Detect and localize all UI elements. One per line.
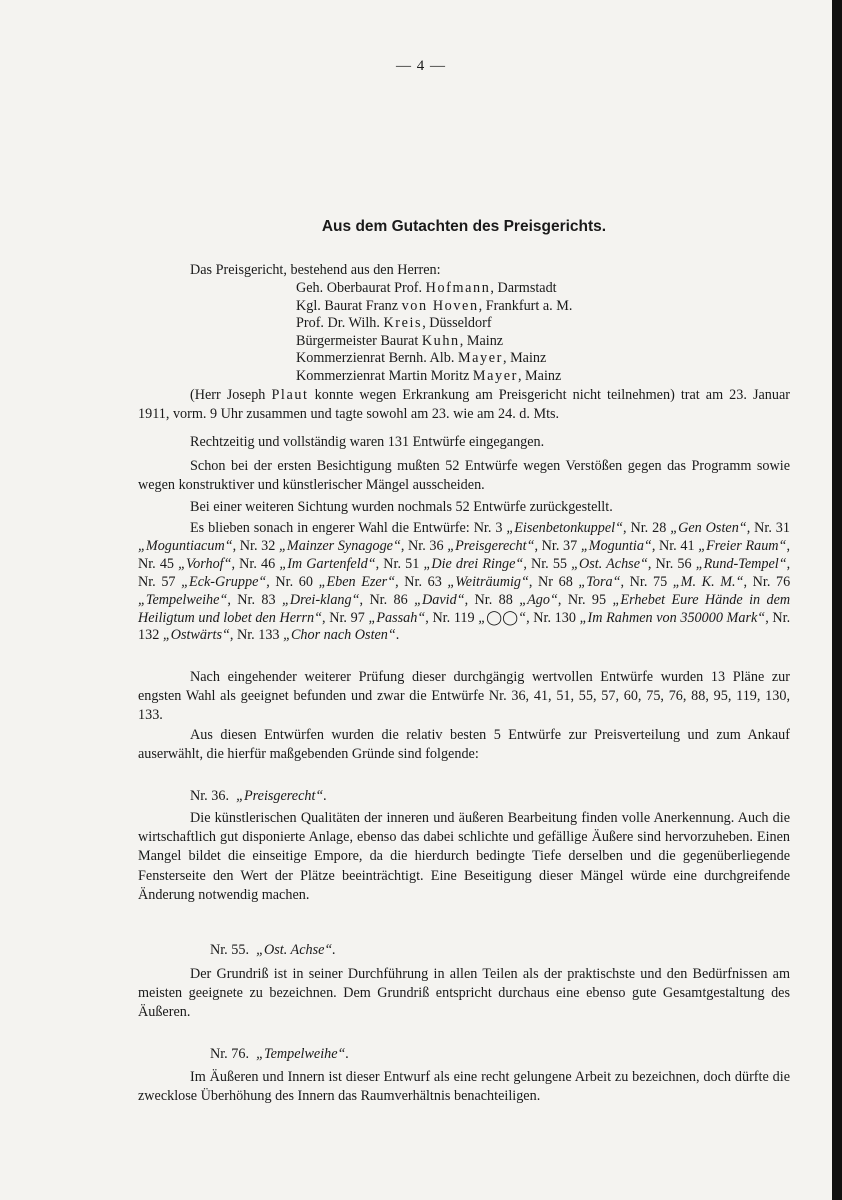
entry-motto: „Erhebet Eure Hände in dem Heiligtum und lobet den Herrn“	[138, 591, 791, 626]
paragraph-first-review	[138, 457, 790, 495]
entry-motto: „Freier Raum“	[698, 537, 787, 554]
entry-motto: „◯◯“	[478, 609, 527, 626]
entry-motto: „Moguntia“	[580, 537, 652, 554]
jury-member	[296, 298, 572, 316]
entry-number: Nr. 132	[138, 609, 791, 644]
jury-city: , Düsseldorf	[422, 315, 492, 332]
entry-number: Nr. 31	[754, 520, 790, 536]
section-body: Der Grundriß ist in seiner Durchführung in allen Teilen als der praktischste und den Bedürfnissen am meisten geeignete zu bezeichnen. Dem Grundriß entspricht durchaus eine ebenso gute Gesamtgestaltung des Äußeren.	[138, 966, 790, 1021]
entry-number: Nr. 28	[630, 520, 667, 536]
entry-motto: „Eisenbetonkuppel“	[506, 520, 623, 536]
section-nr: Nr. 55.	[210, 942, 250, 958]
section-heading-76	[210, 1046, 349, 1063]
session-text-a: (Herr Joseph	[190, 387, 272, 403]
section-nr: Nr. 36.	[190, 788, 230, 804]
paragraph-second-review	[138, 498, 790, 517]
entry-number: Nr 68	[538, 573, 573, 590]
jury-city: , Mainz	[517, 367, 562, 384]
section-motto: „Tempelweihe“.	[256, 1046, 349, 1062]
entry-number: Nr. 46	[239, 555, 276, 572]
entry-motto: „Drei-klang“	[281, 591, 360, 608]
paragraph-received	[138, 433, 790, 452]
entry-motto: „Mainzer Synagoge“	[278, 537, 401, 554]
entry-number: Nr. 32	[239, 537, 276, 554]
entry-motto: „Moguntiacum“	[138, 537, 233, 554]
entry-number: Nr. 3	[473, 520, 503, 536]
entry-motto: „Im Gartenfeld“	[279, 555, 376, 572]
jury-title: Geh. Oberbaurat Prof.	[296, 280, 426, 296]
entry-motto: „M. K. M.“	[672, 573, 744, 590]
entry-number: Nr. 76	[752, 573, 791, 590]
jury-city: , Mainz	[502, 350, 547, 367]
section-motto: „Preisgerecht“.	[236, 788, 327, 804]
jury-title: Kommerzienrat Martin Moritz	[296, 367, 473, 384]
jury-city: , Mainz	[459, 332, 504, 349]
entry-number: Nr. 36	[408, 537, 444, 554]
entry-motto: „Im Rahmen von 350000 Mark“	[579, 609, 766, 626]
second-review-text: Bei einer weiteren Sichtung wurden nochmals 52 Entwürfe zurückgestellt.	[190, 499, 613, 515]
jury-title: Bürgermeister Baurat	[296, 332, 422, 349]
jury-name: von Hoven	[401, 297, 479, 314]
jury-name: Hofmann	[425, 280, 491, 296]
entry-number: Nr. 60	[275, 573, 313, 590]
entry-number: Nr. 51	[383, 555, 420, 572]
scan-page-edge	[832, 0, 842, 1200]
entry-number: Nr. 88	[474, 591, 513, 608]
section-heading-55	[210, 942, 336, 959]
entry-number: Nr. 57	[138, 573, 176, 590]
shortlist-text: Nach eingehender weiterer Prüfung dieser durchgängig wertvollen Entwürfe wurden 13 Pläne zur engsten Wahl als geeignet befunden und zwar die Entwürfe Nr. 36, 41, 51, 55, 57, 60, 75, 76, 88, 95, 119, 130, 133.	[138, 669, 790, 724]
paragraph-shortlist	[138, 668, 790, 726]
entry-motto: „David“	[414, 591, 465, 608]
entry-number: Nr. 97	[329, 609, 365, 626]
entry-motto: „Tora“	[578, 573, 621, 590]
entry-number: Nr. 45	[138, 555, 175, 572]
jury-city: , Frankfurt a. M.	[478, 297, 573, 314]
entry-number: Nr. 119	[432, 609, 475, 626]
jury-intro: Das Preisgericht, bestehend aus den Herren:	[190, 262, 441, 278]
jury-name: Mayer	[457, 350, 503, 367]
section-heading-36	[190, 788, 327, 805]
entry-motto: „Weiträumig“	[447, 573, 529, 590]
entry-number: Nr. 86	[369, 591, 408, 608]
entry-number: Nr. 41	[659, 537, 695, 554]
entry-motto: „Gen Osten“	[670, 520, 747, 536]
section-motto: „Ost. Achse“.	[256, 942, 336, 958]
entry-motto: „Passah“	[368, 609, 426, 626]
entry-motto: „Rund-Tempel“	[695, 555, 787, 572]
paragraph-selection	[138, 726, 790, 764]
absent-member-name: Plaut	[271, 387, 309, 403]
jury-list	[296, 280, 572, 386]
entry-number: Nr. 133	[236, 627, 280, 644]
jury-member	[296, 333, 572, 351]
entry-number: Nr. 37	[541, 537, 578, 554]
entry-motto: „Ostwärts“	[162, 627, 230, 644]
page-title: Aus dem Gutachten des Preisgerichts.	[321, 218, 607, 235]
entry-motto: „Eben Ezer“	[318, 573, 396, 590]
jury-member	[296, 280, 572, 298]
entry-number: Nr. 95	[567, 591, 607, 608]
entry-motto: „Ago“	[519, 591, 558, 608]
section-text-76	[138, 1068, 790, 1106]
entry-motto: „Chor nach Osten“	[283, 627, 396, 644]
jury-title: Prof. Dr. Wilh.	[296, 315, 384, 332]
paragraph-entries: Es blieben sonach in engerer Wahl die Entwürfe: Nr. 3 „Eisenbetonkuppel“, Nr. 28 „Gen Osten“, Nr. 31 „Moguntiacum“, Nr. 32 „Mainzer Synagoge“, Nr. 36 „Preisgerecht“, Nr. 37 „Moguntia“, Nr. 41 „Freier Raum“, Nr. 45 „Vorhof“, Nr. 46 „Im Gartenfeld“, Nr. 51 „Die drei Ringe“, Nr. 55 „Ost. Achse“, Nr. 56 „Rund-Tempel“, Nr. 57 „Eck-Gruppe“, Nr. 60 „Eben Ezer“, Nr. 63 „Weiträumig“, Nr 68 „Tora“, Nr. 75 „M. K. M.“, Nr. 76 „Tempelweihe“, Nr. 83 „Drei-klang“, Nr. 86 „David“, Nr. 88 „Ago“, Nr. 95 „Erhebet Eure Hände in dem Heiligtum und lobet den Herrn“, Nr. 97 „Passah“, Nr. 119 „◯◯“, Nr. 130 „Im Rahmen von 350000 Mark“, Nr. 132 „Ostwärts“, Nr. 133 „Chor nach Osten“.	[138, 520, 791, 644]
entry-number: Nr. 130	[533, 609, 576, 626]
section-body: Im Äußeren und Innern ist dieser Entwurf als eine recht gelungene Arbeit zu bezeichnen, doch dürfte die zwecklose Überhöhung des Innern das Raumverhältnis benachteiligen.	[138, 1069, 790, 1105]
page-number: — 4 —	[396, 58, 446, 74]
session-text-b: konnte wegen Erkrankung am Preisgericht nicht teilnehmen) trat am 23. Januar 1911, vorm. 9 Uhr zusammen und tagte sowohl am 23. wie am 24. d. Mts.	[138, 387, 790, 423]
entry-number: Nr. 75	[629, 573, 668, 590]
entry-motto: „Eck-Gruppe“	[181, 573, 267, 590]
entry-number: Nr. 63	[404, 573, 442, 590]
entries-intro: Es blieben sonach in engerer Wahl die Entwürfe:	[190, 520, 470, 536]
jury-name: Kuhn	[421, 332, 460, 349]
paragraph-session	[138, 386, 790, 424]
section-text-36	[138, 809, 790, 905]
jury-member	[296, 315, 572, 333]
jury-member	[296, 350, 572, 368]
jury-title: Kommerzienrat Bernh. Alb.	[296, 350, 458, 367]
first-review-text: Schon bei der ersten Besichtigung mußten 52 Entwürfe wegen Verstößen gegen das Programm sowie wegen konstruktiver und künstlerischer Mängel ausscheiden.	[138, 458, 790, 494]
entry-motto: „Vorhof“	[178, 555, 232, 572]
section-text-55	[138, 965, 790, 1023]
jury-title: Kgl. Baurat Franz	[296, 297, 402, 314]
entry-number: Nr. 56	[655, 555, 692, 572]
jury-city: , Darmstadt	[490, 280, 557, 296]
jury-name: Mayer	[472, 367, 518, 384]
entry-motto: „Ost. Achse“	[571, 555, 648, 572]
received-text: Rechtzeitig und vollständig waren 131 Entwürfe eingegangen.	[190, 434, 545, 450]
entry-motto: „Preisgerecht“	[447, 537, 535, 554]
entry-motto: „Tempelweihe“	[138, 591, 228, 608]
selection-text: Aus diesen Entwürfen wurden die relativ besten 5 Entwürfe zur Preisverteilung und zum Ankauf auserwählt, die hierfür maßgebenden Gründe sind folgende:	[138, 727, 790, 763]
jury-member	[296, 368, 572, 386]
section-nr: Nr. 76.	[210, 1046, 250, 1062]
jury-name: Kreis	[383, 315, 423, 332]
section-body: Die künstlerischen Qualitäten der inneren und äußeren Bearbeitung finden volle Anerkennung. Auch die wirtschaftlich gut disponierte Anlage, ebenso das dabei schlichte und gefällige Äußere sind hervorzuheben. Einen Mangel bildet die einseitige Empore, da die hierdurch bedingte Tiefe derselben und die gegenüberliegende Fensterseite den Wert der Plätze beeinträchtigt. Eine Beseitigung dieser Mängel würde eine durchgreifende Änderung notwendig machen.	[138, 810, 790, 903]
entry-motto: „Die drei Ringe“	[423, 555, 524, 572]
entry-number: Nr. 55	[530, 555, 568, 572]
entry-number: Nr. 83	[237, 591, 276, 608]
